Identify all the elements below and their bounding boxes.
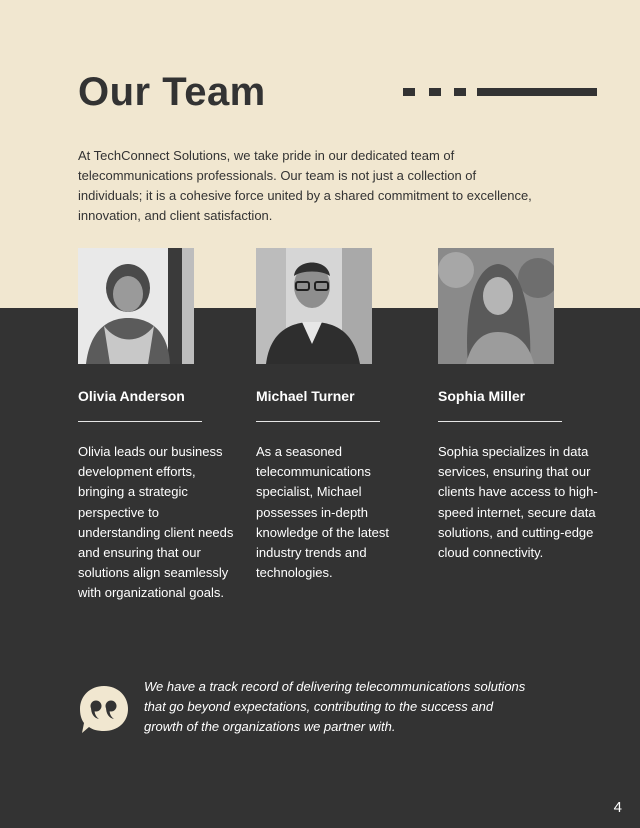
quote-icon (78, 684, 130, 736)
member-name: Sophia Miller (438, 388, 526, 404)
quote-text: We have a track record of delivering telecommunications solutions that go beyond expectations, contributing to the success and growth of the organizations we partner with. (144, 679, 526, 735)
member-bio: Sophia specializes in data services, ensuring that our clients have access to high-speed internet, secure data solutions, and cutting-edge cloud connectivity. (438, 444, 598, 561)
member-bio: Olivia leads our business development efforts, bringing a strategic perspective to understanding client needs and ensuring that our solutions align seamlessly with organizational goals. (78, 444, 234, 601)
page-number: 4 (613, 799, 622, 816)
intro-paragraph: At TechConnect Solutions, we take pride in our dedicated team of telecommunications professionals. Our team is not just a collection of individuals; it is a cohesive force united by a shared commitment to excellence, innovation, and client satisfaction. (78, 148, 532, 223)
dash-segment (454, 88, 466, 96)
team-member-card (256, 248, 416, 583)
dash-segment (403, 88, 415, 96)
dash-bar (477, 88, 597, 96)
member-photo (78, 248, 194, 364)
team-member-card (438, 248, 598, 563)
team-member-card (78, 248, 238, 604)
page-title: Our Team (78, 70, 266, 114)
portrait-placeholder-icon (256, 248, 372, 364)
dash-segment (429, 88, 441, 96)
member-name: Michael Turner (256, 388, 355, 404)
name-divider (256, 421, 380, 422)
name-divider (78, 421, 202, 422)
member-photo (256, 248, 372, 364)
member-photo (438, 248, 554, 364)
name-divider (438, 421, 562, 422)
portrait-placeholder-icon (78, 248, 194, 364)
portrait-placeholder-icon (438, 248, 554, 364)
member-name: Olivia Anderson (78, 388, 185, 404)
member-bio: As a seasoned telecommunications specialist, Michael possesses in-depth knowledge of the latest industry trends and technologies. (256, 444, 389, 581)
